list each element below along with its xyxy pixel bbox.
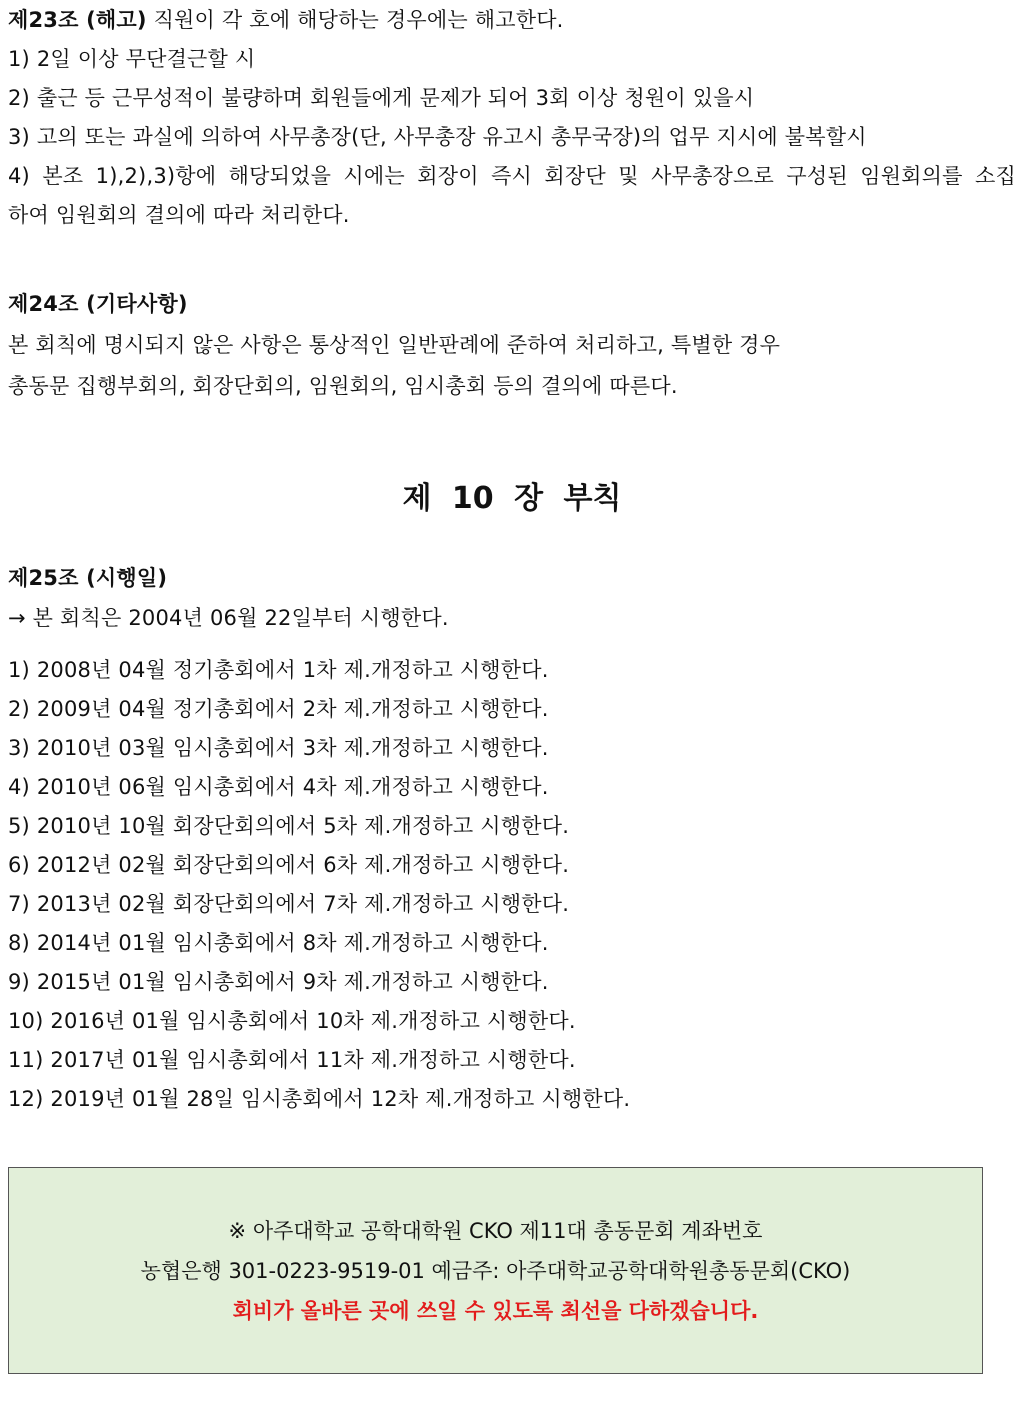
account-heading: ※ 아주대학교 공학대학원 CKO 제11대 총동문회 계좌번호 <box>228 1219 763 1243</box>
article-23-item-2: 2) 출근 등 근무성적이 불량하며 회원들에게 문제가 되어 3회 이상 청원이 있을시 <box>8 86 755 110</box>
amendment-2: 2) 2009년 04월 정기총회에서 2차 제.개정하고 시행한다. <box>8 697 549 721</box>
account-details: 농협은행 301-0223-9519-01 예금주: 아주대학교공학대학원총동문회(CKO) <box>140 1259 851 1283</box>
account-message: 회비가 올바른 곳에 쓰일 수 있도록 최선을 다하겠습니다. <box>232 1299 759 1323</box>
amendment-12: 12) 2019년 01월 28일 임시총회에서 12차 제.개정하고 시행한다. <box>8 1087 631 1111</box>
chapter-10-title: 제 10 장 부칙 <box>402 481 622 516</box>
amendment-11: 11) 2017년 01월 임시총회에서 11차 제.개정하고 시행한다. <box>8 1048 576 1072</box>
article-25-effective: → 본 회칙은 2004년 06월 22일부터 시행한다. <box>8 606 449 630</box>
article-23-heading <box>8 5 1016 35</box>
article-23-item-4-cont: 하여 임원회의 결의에 따라 처리한다. <box>8 203 350 227</box>
amendment-4: 4) 2010년 06월 임시총회에서 4차 제.개정하고 시행한다. <box>8 775 549 799</box>
article-25-title: 제25조 (시행일) <box>8 566 168 590</box>
article-23-item-4: 4) 본조 1),2),3)항에 해당되었을 시에는 회장이 즉시 회장단 및 사무총장으로 구성된 임원회의를 소집 <box>8 164 1016 188</box>
amendment-3: 3) 2010년 03월 임시총회에서 3차 제.개정하고 시행한다. <box>8 736 549 760</box>
article-23-intro: 직원이 각 호에 해당하는 경우에는 해고한다. <box>146 8 564 32</box>
article-24-line-2: 총동문 집행부회의, 회장단회의, 임원회의, 임시총회 등의 결의에 따른다. <box>8 374 678 398</box>
amendment-6: 6) 2012년 02월 회장단회의에서 6차 제.개정하고 시행한다. <box>8 853 570 877</box>
article-24-line-1: 본 회칙에 명시되지 않은 사항은 통상적인 일반판례에 준하여 처리하고, 특별한 경우 <box>8 333 781 357</box>
article-24-title: 제24조 (기타사항) <box>8 292 188 316</box>
amendment-1: 1) 2008년 04월 정기총회에서 1차 제.개정하고 시행한다. <box>8 658 549 682</box>
article-23-title: 제23조 (해고) <box>8 8 147 32</box>
article-23-item-1: 1) 2일 이상 무단결근할 시 <box>8 47 256 71</box>
amendment-5: 5) 2010년 10월 회장단회의에서 5차 제.개정하고 시행한다. <box>8 814 570 838</box>
amendment-8: 8) 2014년 01월 임시총회에서 8차 제.개정하고 시행한다. <box>8 931 549 955</box>
account-info-box <box>8 1167 983 1374</box>
amendment-10: 10) 2016년 01월 임시총회에서 10차 제.개정하고 시행한다. <box>8 1009 576 1033</box>
amendment-9: 9) 2015년 01월 임시총회에서 9차 제.개정하고 시행한다. <box>8 970 549 994</box>
amendment-7: 7) 2013년 02월 회장단회의에서 7차 제.개정하고 시행한다. <box>8 892 570 916</box>
article-23-item-3: 3) 고의 또는 과실에 의하여 사무총장(단, 사무총장 유고시 총무국장)의 업무 지시에 불복할시 <box>8 125 867 149</box>
